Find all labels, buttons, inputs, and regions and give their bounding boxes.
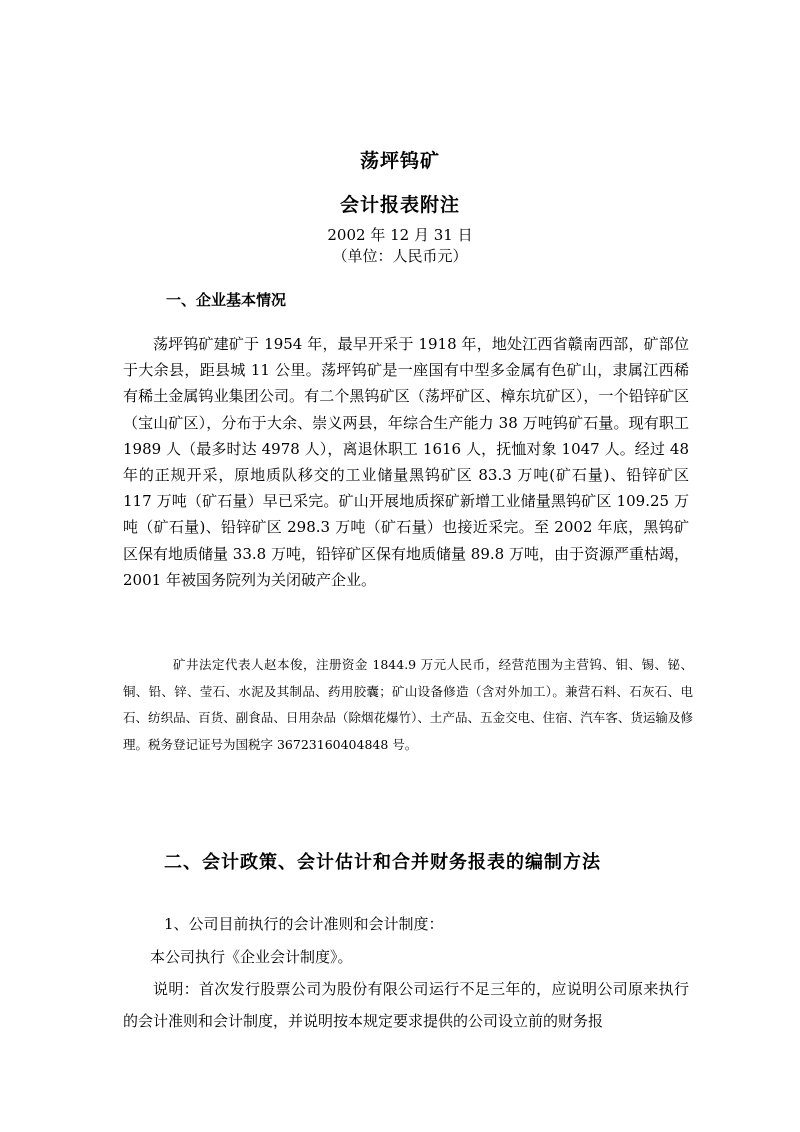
currency-unit: （单位：人民币元）	[332, 247, 468, 265]
explanation-paragraph: 说明：首次发行股票公司为股份有限公司运行不足三年的，应说明公司原来执行的会计准则和会计制度，并说明按本规定要求提供的公司设立前的财务报	[123, 980, 689, 1030]
accounting-standard-item: 1、公司目前执行的会计准则和会计制度：	[164, 915, 444, 933]
company-title: 荡坪钨矿	[359, 150, 440, 172]
accounting-standard-body: 本公司执行《企业会计制度》。	[150, 948, 353, 966]
legal-rep-paragraph: 矿井法定代表人赵本俊，注册资金 1844.9 万元人民币，经营范围为主营钨、钼、锡、铋、铜、铅、锌、莹石、水泥及其制品、药用胶囊；矿山设备修造（含对外加工）。兼营石料、石灰石、电石、纺织品、百货、副食品、日用杂品（除烟花爆竹）、土产品、五金交电、住宿、汽车客、货运输及修理。税务登记证号为国税字 36723160404848 号。	[123, 657, 693, 752]
report-date: 2002 年 12 月 31 日	[327, 226, 473, 244]
section-heading-basic-info: 一、企业基本情况	[166, 291, 287, 309]
report-title: 会计报表附注	[339, 194, 460, 216]
basic-info-paragraph: 荡坪钨矿建矿于 1954 年，最早开采于 1918 年，地处江西省赣南西部，矿部位于大余县，距县城 11 公里。荡坪钨矿是一座国有中型多金属有色矿山，隶属江西稀有稀土金属钨业集团公司。有二个黑钨矿区（荡坪矿区、樟东坑矿区），一个铅锌矿区（宝山矿区），分布于大余、崇义两县，年综合生产能力 38 万吨钨矿石量。现有职工 1989 人（最多时达 4978 人），离退休职工 1616 人，抚恤对象 1047 人。经过 48 年的正规开采，原地质队移交的工业储量黑钨矿区 83.3 万吨(矿石量)、铅锌矿区 117 万吨（矿石量）早已采完。矿山开展地质探矿新增工业储量黑钨矿区 109.25 万吨（矿石量)、铅锌矿区 298.3 万吨（矿石量）也接近采完。至 2002 年底，黑钨矿区保有地质储量 33.8 万吨，铅锌矿区保有地质储量 89.8 万吨，由于资源严重枯竭，2001 年被国务院列为关闭破产企业。	[123, 335, 689, 589]
section-heading-accounting-policy: 二、会计政策、会计估计和合并财务报表的编制方法	[164, 852, 601, 873]
